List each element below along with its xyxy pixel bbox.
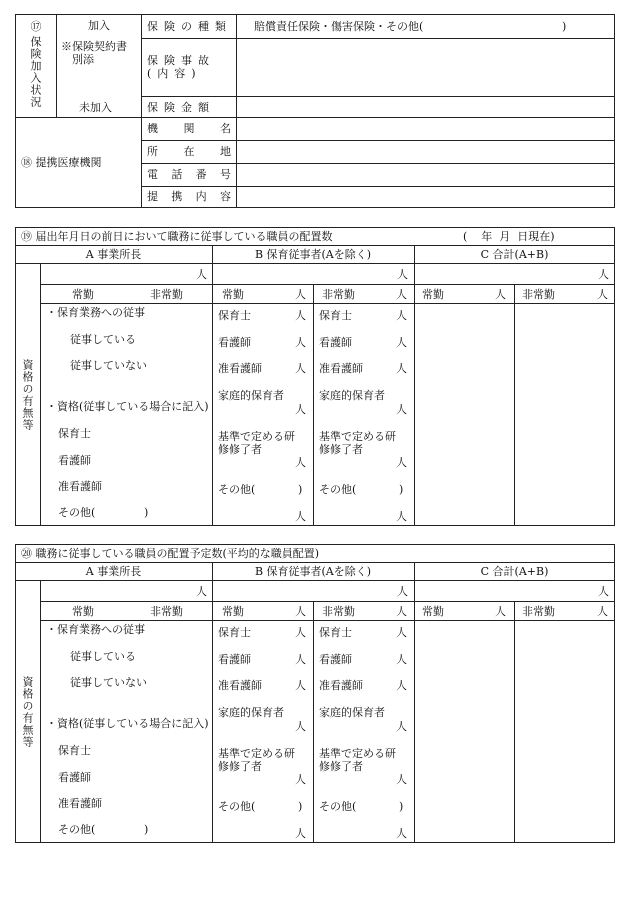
b-hijokin-kenshu-2: 修修了者 — [319, 760, 363, 773]
c-hijokin-header: 非常勤 — [522, 605, 555, 618]
qualification-side-label: 資格の有無等 — [21, 676, 34, 748]
a-item-engaged-yes: 従事している — [70, 333, 136, 346]
unit: 人 — [396, 720, 407, 733]
a-item-other: その他( — [58, 506, 96, 519]
partner-phone-label: 電話番号 — [147, 168, 231, 181]
col-b-header: B 保育従事者(Aを除く) — [254, 565, 372, 578]
section-17-label: 保険加入状況 — [29, 36, 42, 108]
unit: 人 — [295, 510, 306, 523]
a-item-hoikushi: 保育士 — [58, 744, 91, 757]
unit: 人 — [295, 720, 306, 733]
insurance-type-label: 保険の種類 — [147, 20, 232, 33]
insurance-incident-sub: (内容) — [147, 67, 202, 80]
b-jokin-kangoshi: 看護師 — [218, 653, 251, 666]
joined-label: 加入 — [88, 19, 110, 32]
unit: 人 — [295, 403, 306, 416]
unit: 人 — [295, 362, 306, 375]
unit: 人 — [396, 510, 407, 523]
contract-note-attached: 別添 — [72, 53, 94, 66]
col-b-total-unit: 人 — [397, 268, 408, 281]
section-19-date: ( 年 月 日現在) — [463, 230, 555, 243]
a-item-other-close: ) — [144, 823, 149, 836]
b-hijokin-junkangoshi: 准看護師 — [319, 679, 363, 692]
unit: 人 — [396, 827, 407, 840]
unit: 人 — [396, 653, 407, 666]
partner-address-label: 所在地 — [147, 145, 231, 158]
unit: 人 — [597, 288, 608, 301]
b-hijokin-katei: 家庭的保育者 — [319, 389, 385, 402]
unit: 人 — [396, 626, 407, 639]
b-hijokin-kangoshi: 看護師 — [319, 653, 352, 666]
unit: 人 — [295, 309, 306, 322]
unit: 人 — [295, 626, 306, 639]
b-hijokin-hoikushi: 保育士 — [319, 309, 352, 322]
a-item-engaged: ・保育業務への従事 — [46, 306, 145, 319]
b-jokin-other: その他( — [218, 800, 256, 813]
a-item-hoikushi: 保育士 — [58, 427, 91, 440]
col-b-header: B 保育従事者(Aを除く) — [254, 248, 372, 261]
col-c-header: C 合計(A+B) — [480, 565, 549, 578]
b-jokin-kangoshi: 看護師 — [218, 336, 251, 349]
unit: 人 — [396, 362, 407, 375]
a-item-other-close: ) — [144, 506, 149, 519]
partner-name-label: 機関名 — [147, 122, 231, 135]
a-item-qualification: ・資格(従事している場合に記入) — [46, 717, 209, 730]
a-item-junkangoshi: 准看護師 — [58, 797, 102, 810]
col-c-total-unit: 人 — [598, 268, 609, 281]
c-jokin-header: 常勤 — [422, 288, 444, 301]
a-jokin-header: 常勤 — [72, 288, 94, 301]
unit: 人 — [495, 288, 506, 301]
medical-partner-label: ⑱ 提携医療機関 — [21, 156, 102, 169]
unit: 人 — [396, 288, 407, 301]
b-jokin-kenshu-2: 修修了者 — [218, 760, 262, 773]
unit: 人 — [295, 456, 306, 469]
unit: 人 — [295, 288, 306, 301]
b-hijokin-kangoshi: 看護師 — [319, 336, 352, 349]
b-jokin-other-close: ) — [298, 483, 303, 496]
a-item-engaged-no: 従事していない — [70, 359, 147, 372]
b-jokin-other-close: ) — [298, 800, 303, 813]
b-jokin-header: 常勤 — [222, 288, 244, 301]
a-item-engaged-no: 従事していない — [70, 676, 147, 689]
b-hijokin-kenshu: 基準で定める研 — [319, 747, 396, 760]
a-item-kangoshi: 看護師 — [58, 771, 91, 784]
unit: 人 — [396, 456, 407, 469]
b-hijokin-junkangoshi: 准看護師 — [319, 362, 363, 375]
b-hijokin-other-close: ) — [399, 800, 404, 813]
section-20-title: ⑳ 職務に従事している職員の配置予定数(平均的な職員配置) — [21, 547, 320, 560]
unit: 人 — [295, 773, 306, 786]
insurance-type-value: 賠償責任保険・傷害保険・その他( — [254, 20, 424, 33]
unit: 人 — [295, 653, 306, 666]
b-hijokin-header: 非常勤 — [322, 605, 355, 618]
col-a-header: A 事業所長 — [85, 248, 142, 261]
insurance-incident-label: 保険事故 — [147, 54, 215, 67]
unit: 人 — [295, 336, 306, 349]
b-jokin-kenshu: 基準で定める研 — [218, 430, 295, 443]
b-jokin-hoikushi: 保育士 — [218, 626, 251, 639]
col-a-header: A 事業所長 — [85, 565, 142, 578]
b-hijokin-other: その他( — [319, 800, 357, 813]
unit: 人 — [295, 679, 306, 692]
unit: 人 — [396, 309, 407, 322]
col-b-total-unit: 人 — [397, 585, 408, 598]
qualification-side-label: 資格の有無等 — [21, 359, 34, 431]
b-jokin-junkangoshi: 准看護師 — [218, 679, 262, 692]
contract-note: ※保険契約書 — [61, 40, 127, 53]
b-jokin-header: 常勤 — [222, 605, 244, 618]
b-hijokin-hoikushi: 保育士 — [319, 626, 352, 639]
section-17-number: ⑰ — [30, 20, 42, 33]
b-jokin-kenshu-2: 修修了者 — [218, 443, 262, 456]
b-hijokin-kenshu-2: 修修了者 — [319, 443, 363, 456]
insurance-amount-label: 保険金額 — [147, 101, 215, 114]
unit: 人 — [495, 605, 506, 618]
unit: 人 — [597, 605, 608, 618]
b-hijokin-kenshu: 基準で定める研 — [319, 430, 396, 443]
unit: 人 — [295, 605, 306, 618]
unit: 人 — [396, 605, 407, 618]
b-hijokin-header: 非常勤 — [322, 288, 355, 301]
b-jokin-kenshu: 基準で定める研 — [218, 747, 295, 760]
col-a-total-unit: 人 — [196, 585, 207, 598]
a-item-other: その他( — [58, 823, 96, 836]
insurance-type-close: ) — [562, 20, 567, 33]
unit: 人 — [396, 773, 407, 786]
col-c-total-unit: 人 — [598, 585, 609, 598]
staff-count-section-20 — [0, 544, 630, 844]
unit: 人 — [295, 827, 306, 840]
b-hijokin-other-close: ) — [399, 483, 404, 496]
b-jokin-junkangoshi: 准看護師 — [218, 362, 262, 375]
a-item-junkangoshi: 准看護師 — [58, 480, 102, 493]
b-jokin-katei: 家庭的保育者 — [218, 389, 284, 402]
c-jokin-header: 常勤 — [422, 605, 444, 618]
a-item-engaged: ・保育業務への従事 — [46, 623, 145, 636]
a-hijokin-header: 非常勤 — [150, 605, 183, 618]
unit: 人 — [396, 679, 407, 692]
c-hijokin-header: 非常勤 — [522, 288, 555, 301]
not-joined-label: 未加入 — [79, 101, 112, 114]
section-19-title: ⑲ 届出年月日の前日において職務に従事している職員の配置数 — [21, 230, 333, 243]
a-hijokin-header: 非常勤 — [150, 288, 183, 301]
unit: 人 — [396, 403, 407, 416]
b-hijokin-katei: 家庭的保育者 — [319, 706, 385, 719]
b-jokin-other: その他( — [218, 483, 256, 496]
a-item-kangoshi: 看護師 — [58, 454, 91, 467]
col-a-total-unit: 人 — [196, 268, 207, 281]
unit: 人 — [396, 336, 407, 349]
b-jokin-hoikushi: 保育士 — [218, 309, 251, 322]
staff-count-section-19 — [0, 227, 630, 527]
partner-content-label: 提携内容 — [147, 190, 231, 203]
b-jokin-katei: 家庭的保育者 — [218, 706, 284, 719]
b-hijokin-other: その他( — [319, 483, 357, 496]
col-c-header: C 合計(A+B) — [480, 248, 549, 261]
a-jokin-header: 常勤 — [72, 605, 94, 618]
a-item-qualification: ・資格(従事している場合に記入) — [46, 400, 209, 413]
a-item-engaged-yes: 従事している — [70, 650, 136, 663]
